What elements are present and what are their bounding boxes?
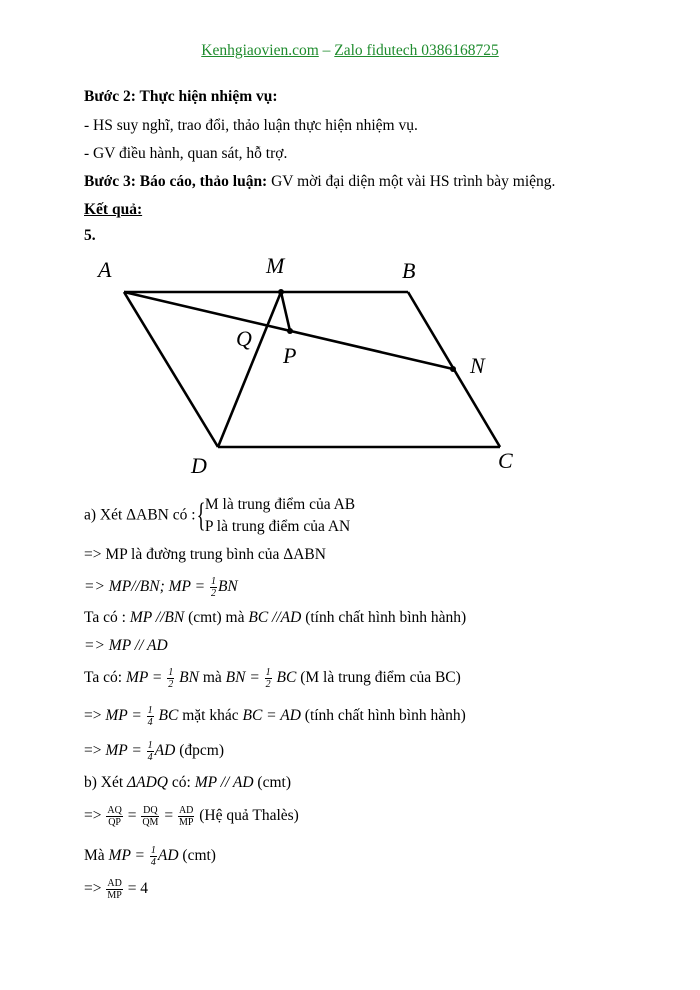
label-d: D	[191, 453, 207, 478]
solution-line-3: => MP//BN; MP = $\frac{1}{2}$ BN	[84, 576, 238, 599]
point-n	[450, 366, 456, 372]
step2-title: Bước 2: Thực hiện nhiệm vụ:	[84, 88, 278, 105]
solution-b-line-4: => $\frac{AD}{MP}$ = 4	[84, 878, 149, 901]
segment-mp	[281, 292, 290, 331]
solution-b-line-2: => $\frac{AQ}{QP}$ = $\frac{DQ}{QM}$ = $\frac{AD}{MP}$ (Hệ quả Thalès)	[84, 805, 299, 828]
solution-b-line-1: b) Xét ΔADQ có: MP // AD (cmt)	[84, 774, 291, 791]
label-n: N	[470, 353, 485, 378]
condition-system	[205, 494, 355, 538]
solution-line-5: => MP // AD	[84, 637, 168, 654]
label-b: B	[402, 258, 416, 283]
label-p: P	[283, 343, 297, 368]
label-c: C	[498, 448, 513, 473]
problem-number: 5.	[84, 227, 96, 244]
solution-a-prefix: a) Xét ΔABN có :	[84, 506, 196, 524]
result-title: Kết quả:	[84, 201, 143, 218]
point-p	[287, 328, 293, 334]
step3-title: Bước 3: Báo cáo, thảo luận:	[84, 173, 268, 190]
solution-line-7: => MP = $\frac{1}{4}$ BC mặt khác BC = AD (tính chất hình bình hành)	[84, 705, 466, 728]
label-m: M	[266, 253, 285, 278]
step2-item-2: - GV điều hành, quan sát, hỗ trợ.	[84, 145, 288, 162]
solution-line-4: Ta có : MP //BN (cmt) mà BC //AD (tính chất hình bình hành)	[84, 609, 467, 626]
edge-ad	[124, 292, 218, 447]
header-separator: –	[318, 42, 335, 59]
site-link[interactable]: Kenhgiaovien.com	[201, 42, 319, 59]
solution-line-8: => MP = $\frac{1}{4}$ AD (đpcm)	[84, 740, 224, 763]
point-m	[278, 289, 284, 295]
brace-symbol: {	[196, 497, 206, 534]
condition-1: M là trung điểm của AB	[204, 496, 356, 513]
contact-link[interactable]: Zalo fidutech 0386168725	[334, 42, 499, 59]
step3-text: GV mời đại diện một vài HS trình bày miệng.	[267, 173, 556, 190]
label-q: Q	[236, 326, 252, 351]
step2-item-1: - HS suy nghĩ, trao đổi, thảo luận thực hiện nhiệm vụ.	[84, 117, 418, 134]
solution-line-6: Ta có: MP = $\frac{1}{2}$ BN mà BN = $\frac{1}{2}$ BC (M là trung điểm của BC)	[84, 667, 461, 690]
solution-b-line-3: Mà MP = $\frac{1}{4}$ AD (cmt)	[84, 845, 216, 868]
label-a: A	[98, 257, 112, 282]
solution-a-line	[84, 494, 355, 538]
condition-2: P là trung điểm của AN	[204, 518, 351, 535]
solution-line-2: => MP là đường trung bình của ΔABN	[84, 546, 326, 563]
